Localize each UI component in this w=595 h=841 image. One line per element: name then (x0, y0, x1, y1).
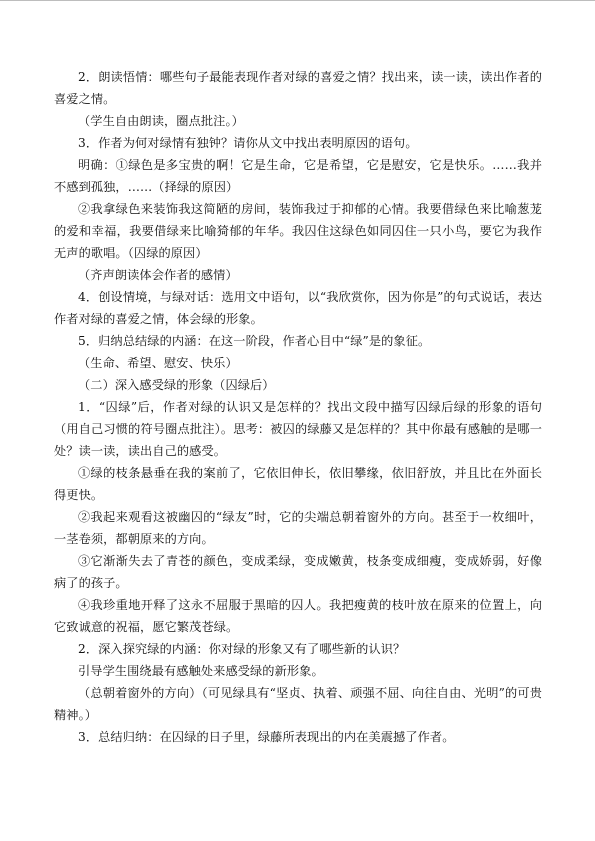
header-rule (0, 0, 595, 1)
paragraph: ②我起来观看这被幽囚的“绿友”时，它的尖端总朝着窗外的方向。甚至于一枚细叶，一茎卷须，都朝原来的方向。 (54, 510, 542, 546)
paragraph: （齐声朗读体会作者的感情） (78, 268, 238, 282)
paragraph: （生命、希望、慰安、快乐） (78, 356, 238, 370)
paragraph: （总朝着窗外的方向）（可见绿具有“坚贞、执着、顽强不屈、向往自由、光明”的可贵精神。） (54, 686, 542, 722)
paragraph: ①绿的枝条悬垂在我的案前了，它依旧伸长，依旧攀缘，依旧舒放，并且比在外面长得更快。 (54, 466, 542, 502)
paragraph: ②我拿绿色来装饰我这简陋的房间，装饰我过于抑郁的心情。我要借绿色来比喻葱茏的爱和幸福，我要借绿来比喻猗郁的年华。我囚住这绿色如同囚住一只小鸟，要它为我作无声的歌唱。（囚绿的原因） (54, 202, 542, 260)
paragraph: 4．创设情境，与绿对话：选用文中语句，以“我欣赏你，因为你是”的句式说话，表达作者对绿的喜爱之情，体会绿的形象。 (54, 290, 542, 326)
paragraph: 1．“囚绿”后，作者对绿的认识又是怎样的？找出文段中描写囚绿后绿的形象的语句（用自己习惯的符号圈点批注）。思考：被囚的绿藤又是怎样的？其中你最有感触的是哪一处？读一读，读出自己的感受。 (54, 400, 542, 458)
paragraph: （学生自由朗读，圈点批注。） (78, 114, 244, 128)
paragraph: 明确：①绿色是多宝贵的啊！它是生命，它是希望，它是慰安，它是快乐。……我并不感到孤独，……（择绿的原因） (54, 158, 542, 194)
paragraph: ③它渐渐失去了青苍的颜色，变成柔绿，变成嫩黄，枝条变成细瘦，变成娇弱，好像病了的孩子。 (54, 554, 542, 590)
paragraph: 引导学生围绕最有感触处来感受绿的新形象。 (78, 664, 324, 678)
document-body (54, 66, 542, 748)
paragraph: 3．作者为何对绿情有独钟？请你从文中找出表明原因的语句。 (78, 136, 418, 150)
paragraph: 3．总结归纳：在囚绿的日子里，绿藤所表现出的内在美震撼了作者。 (78, 730, 455, 744)
paragraph: ④我珍重地开释了这永不屈服于黑暗的囚人。我把瘦黄的枝叶放在原来的位置上，向它致诚意的祝福，愿它繁茂苍绿。 (54, 598, 542, 634)
paragraph: 2．朗读悟情：哪些句子最能表现作者对绿的喜爱之情？找出来，读一读，读出作者的喜爱之情。 (54, 70, 542, 106)
paragraph: 2．深入探究绿的内涵：你对绿的形象又有了哪些新的认识？ (78, 642, 406, 656)
section-heading: （二）深入感受绿的形象（囚绿后） (78, 378, 275, 392)
paragraph: 5．归纳总结绿的内涵：在这一阶段，作者心目中“绿”是的象征。 (78, 334, 431, 348)
